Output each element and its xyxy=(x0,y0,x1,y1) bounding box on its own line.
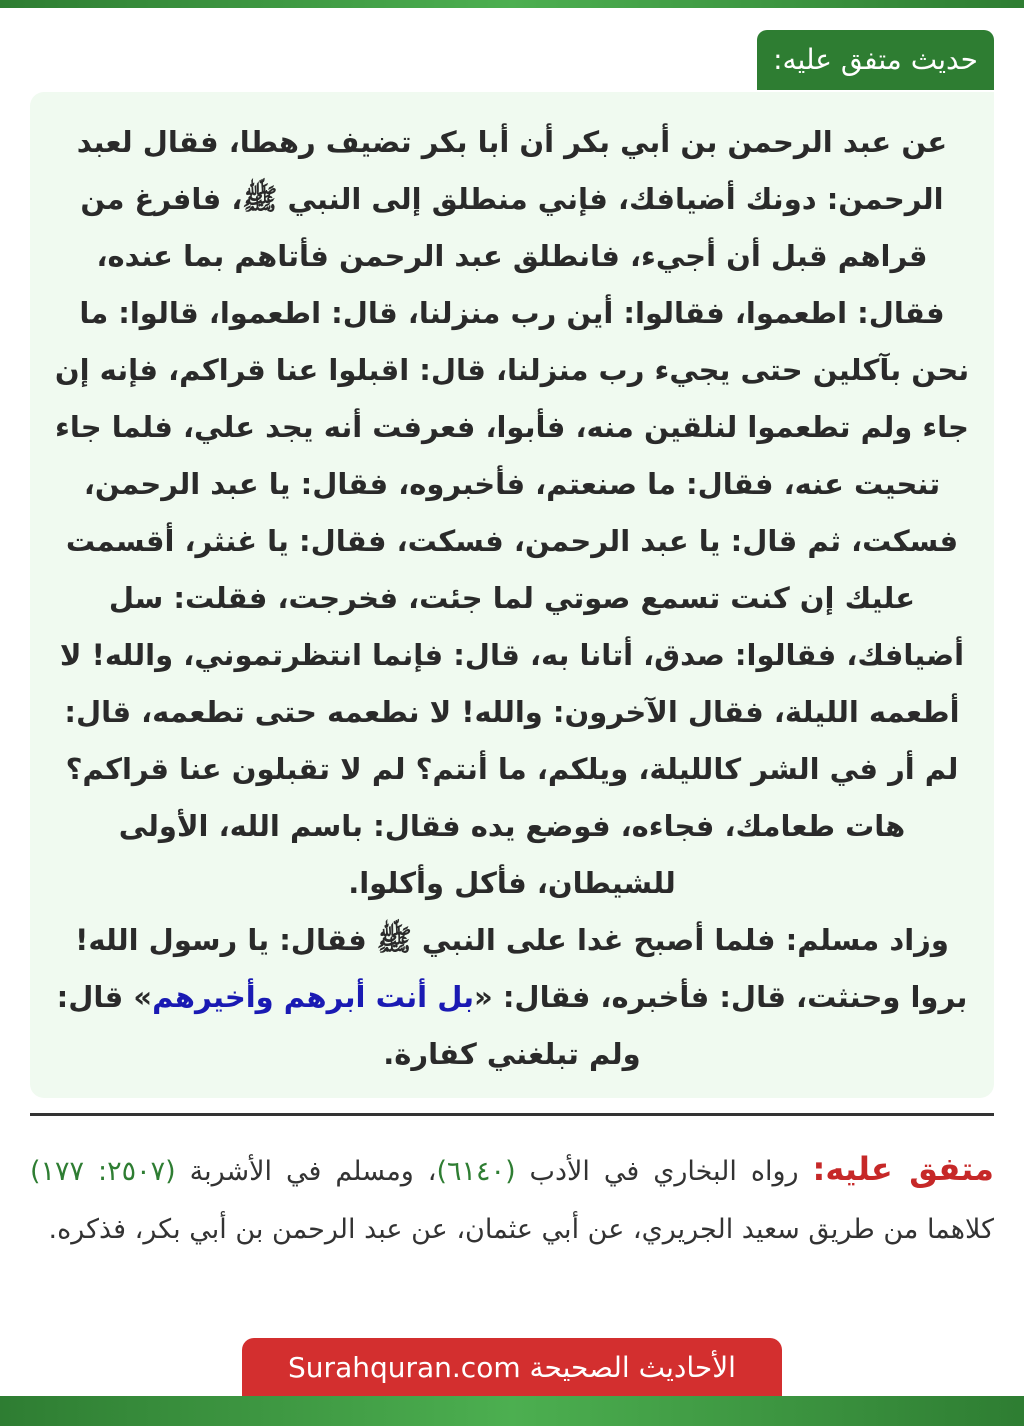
hadith-addition-after: » قال: ولم تبلغني كفارة. xyxy=(56,980,641,1071)
takhrij-ref-bukhari: (٦١٤٠) xyxy=(436,1156,516,1187)
takhrij-part2: ، ومسلم في الأشربة xyxy=(175,1156,437,1187)
hadith-text xyxy=(48,114,976,1083)
hadith-text-box xyxy=(30,92,994,1098)
top-accent-bar xyxy=(0,0,1024,8)
takhrij-ref-muslim: (٢٥٠٧: ١٧٧) xyxy=(30,1156,176,1187)
takhrij-part3: كلاهما من طريق سعيد الجريري، عن أبي عثمان، عن عبد الرحمن بن أبي بكر، فذكره. xyxy=(48,1214,994,1245)
prophet-quote: بل أنت أبرهم وأخيرهم xyxy=(152,980,474,1014)
section-divider xyxy=(30,1113,994,1116)
hadith-addition-before: وزاد مسلم: فلما أصبح غدا على النبي ﷺ فقال: يا رسول الله! بروا وحنثت، قال: فأخبره، فقال: « xyxy=(75,923,968,1014)
bottom-accent-bar xyxy=(0,1396,1024,1426)
takhrij-paragraph xyxy=(30,1140,994,1259)
hadith-title-badge: حديث متفق عليه: xyxy=(757,30,994,90)
site-footer-badge[interactable]: الأحاديث الصحيحة Surahquran.com xyxy=(242,1338,782,1398)
takhrij-part1: رواه البخاري في الأدب xyxy=(515,1156,813,1187)
hadith-main-text: عن عبد الرحمن بن أبي بكر أن أبا بكر تضيف رهطا، فقال لعبد الرحمن: دونك أضيافك، فإني منطلق إلى النبي ﷺ، فافرغ من قراهم قبل أن أجيء، فانطلق عبد الرحمن فأتاهم بما عنده، فقال: اطعموا، فقالوا: أين رب منزلنا، قال: اطعموا، قالوا: ما نحن بآكلين حتى يجيء رب منزلنا، قال: اقبلوا عنا قراكم، فإنه إن جاء ولم تطعموا لنلقين منه، فأبوا، فعرفت أنه يجد علي، فلما جاء تنحيت عنه، فقال: ما صنعتم، فأخبروه، فقال: يا عبد الرحمن، فسكت، ثم قال: يا عبد الرحمن، فسكت، فقال: يا غنثر، أقسمت عليك إن كنت تسمع صوتي لما جئت، فخرجت، فقلت: سل أضيافك، فقالوا: صدق، أتانا به، قال: فإنما انتظرتموني، والله! لا أطعمه الليلة، فقال الآخرون: والله! لا نطعمه حتى تطعمه، قال: لم أر في الشر كالليلة، ويلكم، ما أنتم؟ لم لا تقبلون عنا قراكم؟ هات طعامك، فجاءه، فوضع يده فقال: باسم الله، الأولى للشيطان، فأكل وأكلوا. xyxy=(54,125,970,900)
takhrij-label: متفق عليه: xyxy=(812,1150,994,1188)
